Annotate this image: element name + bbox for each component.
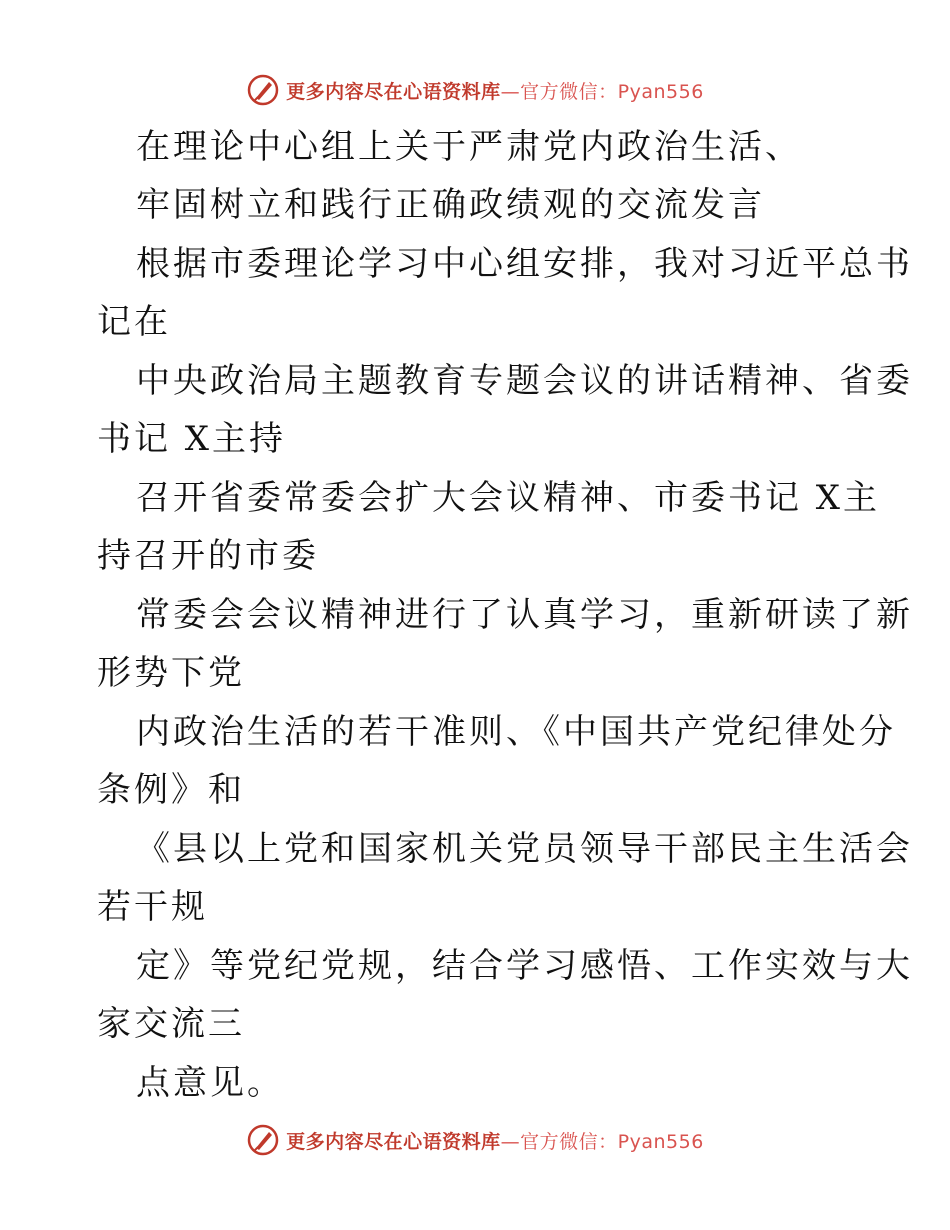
header-banner-suffix: 官方微信：Pyan556 (520, 80, 704, 103)
title-line-2: 牢固树立和践行正确政绩观的交流发言 (136, 185, 765, 225)
body-line: 内政治生活的若干准则、《中国共产党纪律处分 (136, 712, 896, 752)
body-line: 形势下党 (97, 653, 245, 693)
body-line: 点意见。 (136, 1063, 284, 1103)
body-line: 根据市委理论学习中心组安排，我对习近平总书 (136, 244, 913, 284)
body-line: 《县以上党和国家机关党员领导干部民主生活会 (136, 829, 913, 869)
body-line: 持召开的市委 (97, 536, 319, 576)
body-line: 记在 (97, 302, 171, 342)
body-line: 家交流三 (97, 1004, 245, 1044)
body-line: 召开省委常委会扩大会议精神、市委书记 X主 (136, 478, 881, 518)
header-banner-main: 更多内容尽在心语资料库 (286, 80, 501, 103)
footer-banner-main: 更多内容尽在心语资料库 (286, 1130, 501, 1153)
body-line: 若干规 (97, 887, 208, 927)
quill-logo-icon (246, 73, 280, 107)
quill-logo-icon (246, 1123, 280, 1157)
header-banner-sep: — (500, 80, 521, 103)
title-line-1: 在理论中心组上关于严肃党内政治生活、 (136, 127, 802, 167)
body-line: 条例》和 (97, 770, 245, 810)
body-line: 定》等党纪党规，结合学习感悟、工作实效与大 (136, 946, 913, 986)
footer-banner-sep: — (500, 1130, 521, 1153)
body-line: 书记 X主持 (97, 419, 287, 459)
body-line: 中央政治局主题教育专题会议的讲话精神、省委 (136, 361, 913, 401)
footer-banner[interactable] (0, 1120, 950, 1160)
header-banner[interactable] (0, 70, 950, 110)
body-line: 常委会会议精神进行了认真学习，重新研读了新 (136, 595, 913, 635)
footer-banner-suffix: 官方微信：Pyan556 (520, 1130, 704, 1153)
footer-banner-text (286, 1127, 704, 1154)
header-banner-text (286, 77, 704, 104)
